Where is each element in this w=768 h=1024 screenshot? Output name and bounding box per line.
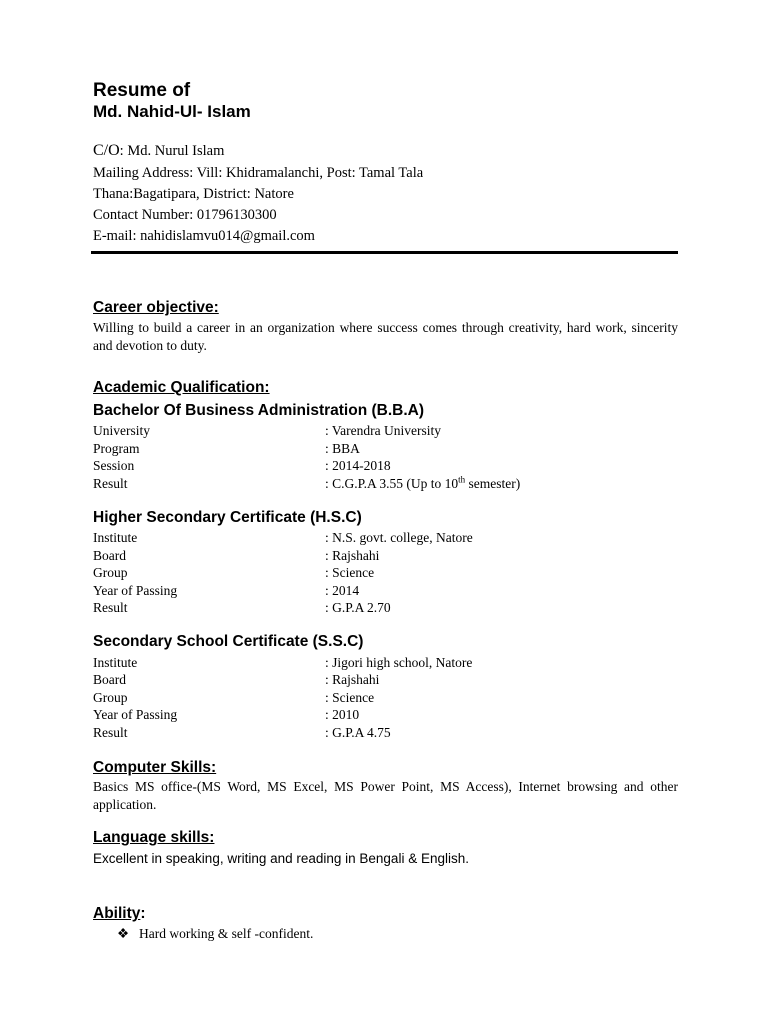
row-value: : Science — [325, 565, 375, 580]
language-skills-text: Excellent in speaking, writing and reading in Bengali & English. — [93, 851, 469, 866]
row-value: : BBA — [325, 440, 360, 456]
row-value: : Varendra University — [325, 423, 441, 438]
row-value: : 2014 — [325, 582, 360, 598]
email-address: E-mail: nahidislamvu014@gmail.com — [93, 228, 315, 244]
care-of-line — [93, 142, 224, 160]
row-value: : N.S. govt. college, Natore — [325, 530, 473, 545]
computer-skills-heading: Computer Skills: — [93, 759, 217, 776]
row-label: Group — [93, 689, 128, 705]
row-label: Institute — [93, 530, 138, 545]
row-label: Result — [93, 600, 128, 615]
header-divider — [91, 251, 678, 254]
row-label: Result — [93, 475, 128, 491]
row-label: Board — [93, 672, 126, 687]
ability-heading-label: Ability — [93, 905, 141, 922]
bba-title: Bachelor Of Business Administration (B.B.A) — [93, 402, 424, 419]
ability-heading — [93, 905, 146, 923]
ability-heading-colon: : — [140, 905, 146, 922]
row-label: Session — [93, 458, 135, 473]
row-label: University — [93, 423, 150, 438]
thana-district: Thana:Bagatipara, District: Natore — [93, 186, 294, 202]
row-label: Result — [93, 724, 128, 740]
ability-item-text: Hard working & self -confident. — [139, 926, 314, 941]
row-label: Year of Passing — [93, 707, 178, 722]
row-value: : G.P.A 2.70 — [325, 600, 391, 615]
row-label: Program — [93, 440, 140, 456]
row-label: Board — [93, 547, 126, 563]
care-of-value: : Md. Nurul Islam — [119, 143, 225, 159]
row-label: Institute — [93, 654, 138, 670]
result-main: : C.G.P.A 3.55 (Up to 10 — [325, 475, 459, 491]
candidate-name: Md. Nahid-Ul- Islam — [93, 102, 251, 121]
row-value: : Jigori high school, Natore — [325, 654, 473, 670]
hsc-title: Higher Secondary Certificate (H.S.C) — [93, 509, 362, 526]
career-objective-text: Willing to build a career in an organization where success comes through creativity, hard work, sincerity and devotion to duty. — [93, 320, 678, 353]
career-objective-heading: Career objective: — [93, 299, 219, 316]
result-superscript: th — [458, 474, 466, 484]
computer-skills-text: Basics MS office-(MS Word, MS Excel, MS Power Point, MS Access), Internet browsing and other application. — [93, 779, 678, 812]
row-label: Group — [93, 565, 128, 580]
row-value: : Rajshahi — [325, 672, 380, 687]
mailing-address: Mailing Address: Vill: Khidramalanchi, Post: Tamal Tala — [93, 165, 424, 181]
result-tail: semester) — [465, 475, 521, 491]
contact-number: Contact Number: 01796130300 — [93, 207, 277, 223]
row-value: : 2010 — [325, 707, 360, 722]
row-value: : Rajshahi — [325, 547, 380, 563]
ssc-title: Secondary School Certificate (S.S.C) — [93, 633, 364, 650]
resume-title: Resume of — [93, 80, 191, 101]
row-value: : G.P.A 4.75 — [325, 724, 391, 740]
language-skills-heading: Language skills: — [93, 829, 215, 846]
row-value: : Science — [325, 689, 375, 705]
care-of-label: C/O — [93, 142, 120, 159]
ability-list-item — [117, 926, 313, 942]
academic-heading: Academic Qualification: — [93, 379, 270, 396]
diamond-bullet-icon: ❖ — [117, 926, 130, 941]
row-value: : 2014-2018 — [325, 458, 391, 473]
row-value — [325, 475, 520, 493]
row-label: Year of Passing — [93, 582, 178, 598]
